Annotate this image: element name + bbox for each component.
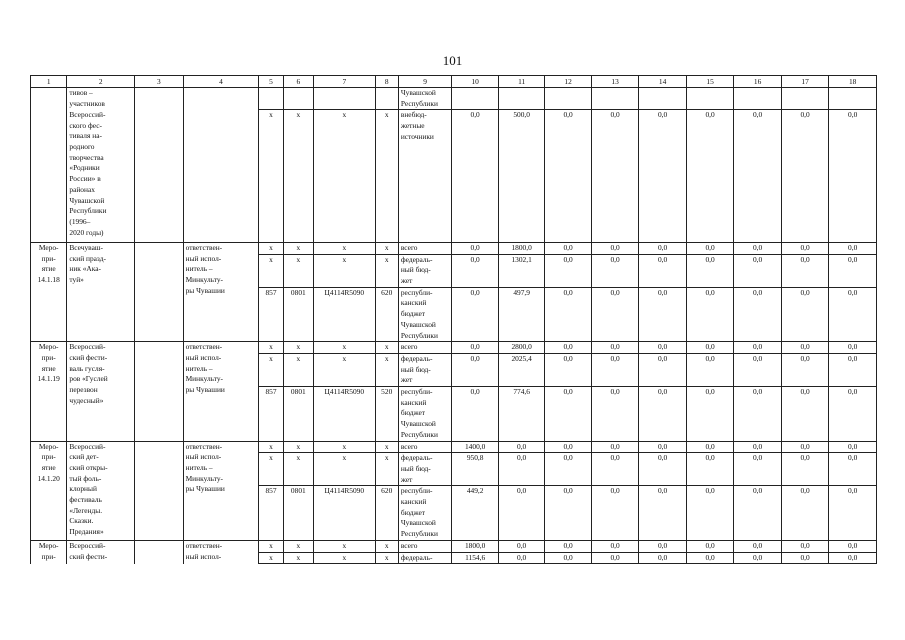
code-cell: х [283,342,313,354]
value-cell [734,88,782,110]
code-cell: х [375,110,398,243]
code-cell: Ц4114R5090 [313,387,375,442]
code-cell: х [313,552,375,564]
code-cell [259,88,283,110]
value-cell [686,88,734,110]
value-cell: 0,0 [686,287,734,342]
value-cell: 0,0 [452,242,498,254]
value-cell: 0,0 [829,242,877,254]
code-cell: 620 [375,486,398,541]
value-cell: 0,0 [545,254,591,287]
value-cell: 0,0 [829,287,877,342]
value-cell: 0,0 [686,441,734,453]
value-cell: 0,0 [639,287,687,342]
code-cell: х [283,242,313,254]
code-cell: х [375,441,398,453]
value-cell: 0,0 [829,552,877,564]
column-number: 9 [398,76,452,88]
value-cell: 1800,0 [498,242,544,254]
header-row [31,76,877,88]
source-cell: федераль- ный бюд- жет [398,453,452,486]
value-cell: 0,0 [452,342,498,354]
source-cell: республи- канский бюджет Чувашской Республики [398,287,452,342]
value-cell: 0,0 [686,353,734,386]
value-cell: 0,0 [734,540,782,552]
value-cell: 0,0 [591,453,639,486]
value-cell: 0,0 [686,387,734,442]
column-number: 17 [781,76,829,88]
empty-cell [135,540,184,563]
value-cell: 0,0 [686,486,734,541]
code-cell: х [259,453,283,486]
value-cell: 0,0 [545,441,591,453]
value-cell: 0,0 [781,254,829,287]
value-cell: 0,0 [498,540,544,552]
value-cell: 0,0 [686,342,734,354]
value-cell: 0,0 [686,540,734,552]
code-cell: х [313,540,375,552]
value-cell: 0,0 [829,453,877,486]
value-cell: 0,0 [545,110,591,243]
value-cell: 0,0 [829,110,877,243]
responsible-cell: ответствен- ный испол- [183,540,259,563]
value-cell: 0,0 [591,287,639,342]
value-cell: 0,0 [639,453,687,486]
code-cell [375,88,398,110]
code-cell: х [313,254,375,287]
value-cell: 0,0 [452,387,498,442]
code-cell: х [259,552,283,564]
value-cell: 1800,0 [452,540,498,552]
item-number-cell [31,88,67,243]
item-name-cell: Всероссий- ского фес- тиваля на- родного творчества «Родники России» в районах Чувашской Республики (1996– 2020 годы) [67,110,135,243]
value-cell: 0,0 [545,387,591,442]
value-cell: 0,0 [452,287,498,342]
code-cell: х [313,342,375,354]
value-cell: 0,0 [639,540,687,552]
code-cell: 0801 [283,287,313,342]
code-cell: 857 [259,387,283,442]
source-cell: республи- канский бюджет Чувашской Республики [398,486,452,541]
value-cell [591,88,639,110]
value-cell: 0,0 [545,453,591,486]
value-cell: 1400,0 [452,441,498,453]
value-cell: 0,0 [781,387,829,442]
code-cell: х [313,242,375,254]
value-cell: 0,0 [545,342,591,354]
value-cell: 0,0 [591,441,639,453]
column-number: 8 [375,76,398,88]
value-cell: 0,0 [734,353,782,386]
column-number: 10 [452,76,498,88]
column-number: 3 [135,76,184,88]
value-cell: 0,0 [781,287,829,342]
value-cell: 0,0 [452,254,498,287]
value-cell: 0,0 [829,342,877,354]
code-cell: х [313,441,375,453]
value-cell: 0,0 [545,353,591,386]
value-cell [498,88,544,110]
column-number: 4 [183,76,259,88]
column-number: 5 [259,76,283,88]
value-cell: 0,0 [639,441,687,453]
code-cell: х [375,353,398,386]
code-cell: 857 [259,486,283,541]
value-cell: 0,0 [734,486,782,541]
value-cell: 0,0 [591,353,639,386]
table-row [31,441,877,453]
column-number: 18 [829,76,877,88]
code-cell: х [375,552,398,564]
item-name-cell: Всечуваш- ский празд- ник «Ака- туй» [67,242,135,341]
code-cell [283,88,313,110]
source-cell: всего [398,342,452,354]
code-cell: 0801 [283,486,313,541]
empty-cell [135,441,184,540]
source-cell: республи- канский бюджет Чувашской Республики [398,387,452,442]
value-cell: 0,0 [781,353,829,386]
value-cell [452,88,498,110]
value-cell: 0,0 [781,110,829,243]
value-cell: 0,0 [781,453,829,486]
item-number-cell: Меро- при- [31,540,67,563]
code-cell: х [313,353,375,386]
code-cell: Ц4114R5090 [313,287,375,342]
value-cell: 0,0 [734,552,782,564]
code-cell: 620 [375,287,398,342]
code-cell: х [375,453,398,486]
value-cell: 0,0 [734,453,782,486]
value-cell: 0,0 [545,540,591,552]
item-name-cell: Всероссий- ский дет- ский откры- тый фоль- клорный фестиваль «Легенды. Сказки. Предания» [67,441,135,540]
code-cell: х [283,353,313,386]
value-cell: 497,9 [498,287,544,342]
value-cell: 0,0 [498,552,544,564]
code-cell: х [283,453,313,486]
value-cell: 0,0 [639,552,687,564]
value-cell: 0,0 [452,110,498,243]
value-cell: 0,0 [639,486,687,541]
source-cell: всего [398,242,452,254]
value-cell [545,88,591,110]
code-cell [313,88,375,110]
table-row [31,242,877,254]
code-cell: х [283,110,313,243]
value-cell: 0,0 [829,254,877,287]
responsible-cell: ответствен- ный испол- нитель – Минкульту- ры Чувашии [183,342,259,441]
value-cell: 0,0 [734,242,782,254]
item-name-cell: тивов – участников [67,88,135,110]
column-number: 1 [31,76,67,88]
budget-table [30,75,877,564]
empty-cell [135,342,184,441]
code-cell: х [259,342,283,354]
empty-cell [135,242,184,341]
code-cell: х [259,242,283,254]
code-cell: х [375,540,398,552]
column-number: 6 [283,76,313,88]
value-cell: 0,0 [639,342,687,354]
source-cell: Чувашской Республики [398,88,452,110]
value-cell: 0,0 [734,254,782,287]
value-cell: 0,0 [639,387,687,442]
column-number: 7 [313,76,375,88]
value-cell: 500,0 [498,110,544,243]
value-cell: 1302,1 [498,254,544,287]
item-number-cell: Меро- при- ятие 14.1.18 [31,242,67,341]
code-cell: х [283,441,313,453]
value-cell: 0,0 [781,342,829,354]
table-row [31,342,877,354]
table-row [31,88,877,110]
value-cell: 0,0 [591,486,639,541]
code-cell: 520 [375,387,398,442]
value-cell: 0,0 [639,254,687,287]
column-number: 15 [686,76,734,88]
source-cell: федераль- ный бюд- жет [398,254,452,287]
value-cell: 0,0 [498,441,544,453]
code-cell: х [313,110,375,243]
value-cell: 0,0 [639,110,687,243]
source-cell: федераль- [398,552,452,564]
code-cell: Ц4114R5090 [313,486,375,541]
value-cell: 0,0 [545,552,591,564]
code-cell: х [259,254,283,287]
value-cell: 0,0 [734,387,782,442]
value-cell: 0,0 [591,242,639,254]
value-cell: 0,0 [829,486,877,541]
value-cell: 0,0 [545,287,591,342]
value-cell: 0,0 [639,242,687,254]
value-cell: 0,0 [781,486,829,541]
value-cell: 2025,4 [498,353,544,386]
value-cell: 2800,0 [498,342,544,354]
value-cell: 0,0 [829,441,877,453]
source-cell: федераль- ный бюд- жет [398,353,452,386]
value-cell: 0,0 [498,486,544,541]
value-cell: 0,0 [545,242,591,254]
code-cell: х [283,254,313,287]
code-cell: 857 [259,287,283,342]
value-cell: 0,0 [686,110,734,243]
value-cell: 1154,6 [452,552,498,564]
value-cell: 0,0 [781,540,829,552]
code-cell: 0801 [283,387,313,442]
table-row [31,540,877,552]
item-name-cell: Всероссий- ский фести- валь гусля- ров «Гуслей перезвон чудесный» [67,342,135,441]
value-cell [639,88,687,110]
value-cell: 0,0 [591,552,639,564]
responsible-cell [183,88,259,243]
value-cell: 0,0 [591,540,639,552]
value-cell: 0,0 [781,441,829,453]
value-cell: 0,0 [734,287,782,342]
value-cell: 0,0 [591,342,639,354]
responsible-cell: ответствен- ный испол- нитель – Минкульту- ры Чувашии [183,242,259,341]
value-cell: 0,0 [734,110,782,243]
value-cell [781,88,829,110]
source-cell: всего [398,540,452,552]
code-cell: х [375,242,398,254]
code-cell: х [259,353,283,386]
value-cell: 0,0 [829,540,877,552]
item-number-cell: Меро- при- ятие 14.1.20 [31,441,67,540]
value-cell: 449,2 [452,486,498,541]
value-cell: 950,8 [452,453,498,486]
value-cell: 0,0 [781,242,829,254]
responsible-cell: ответствен- ный испол- нитель – Минкульту- ры Чувашии [183,441,259,540]
code-cell: х [259,441,283,453]
value-cell: 0,0 [686,242,734,254]
value-cell: 0,0 [734,441,782,453]
value-cell: 0,0 [639,353,687,386]
value-cell: 0,0 [498,453,544,486]
column-number: 2 [67,76,135,88]
code-cell: х [259,110,283,243]
value-cell: 0,0 [686,552,734,564]
code-cell: х [313,453,375,486]
source-cell: внебюд- жетные источники [398,110,452,243]
column-number: 14 [639,76,687,88]
value-cell: 0,0 [829,353,877,386]
source-cell: всего [398,441,452,453]
value-cell: 0,0 [591,254,639,287]
value-cell: 0,0 [686,254,734,287]
value-cell: 0,0 [545,486,591,541]
value-cell: 0,0 [781,552,829,564]
item-name-cell: Всероссий- ский фести- [67,540,135,563]
code-cell: х [259,540,283,552]
column-number: 13 [591,76,639,88]
code-cell: х [375,254,398,287]
code-cell: х [283,540,313,552]
empty-cell [135,88,184,243]
column-number: 12 [545,76,591,88]
item-number-cell: Меро- при- ятие 14.1.19 [31,342,67,441]
code-cell: х [283,552,313,564]
value-cell: 0,0 [829,387,877,442]
page-number: 101 [442,53,463,68]
value-cell: 0,0 [452,353,498,386]
value-cell: 774,6 [498,387,544,442]
value-cell: 0,0 [686,453,734,486]
value-cell: 0,0 [734,342,782,354]
value-cell [829,88,877,110]
code-cell: х [375,342,398,354]
column-number: 11 [498,76,544,88]
value-cell: 0,0 [591,110,639,243]
value-cell: 0,0 [591,387,639,442]
column-number: 16 [734,76,782,88]
